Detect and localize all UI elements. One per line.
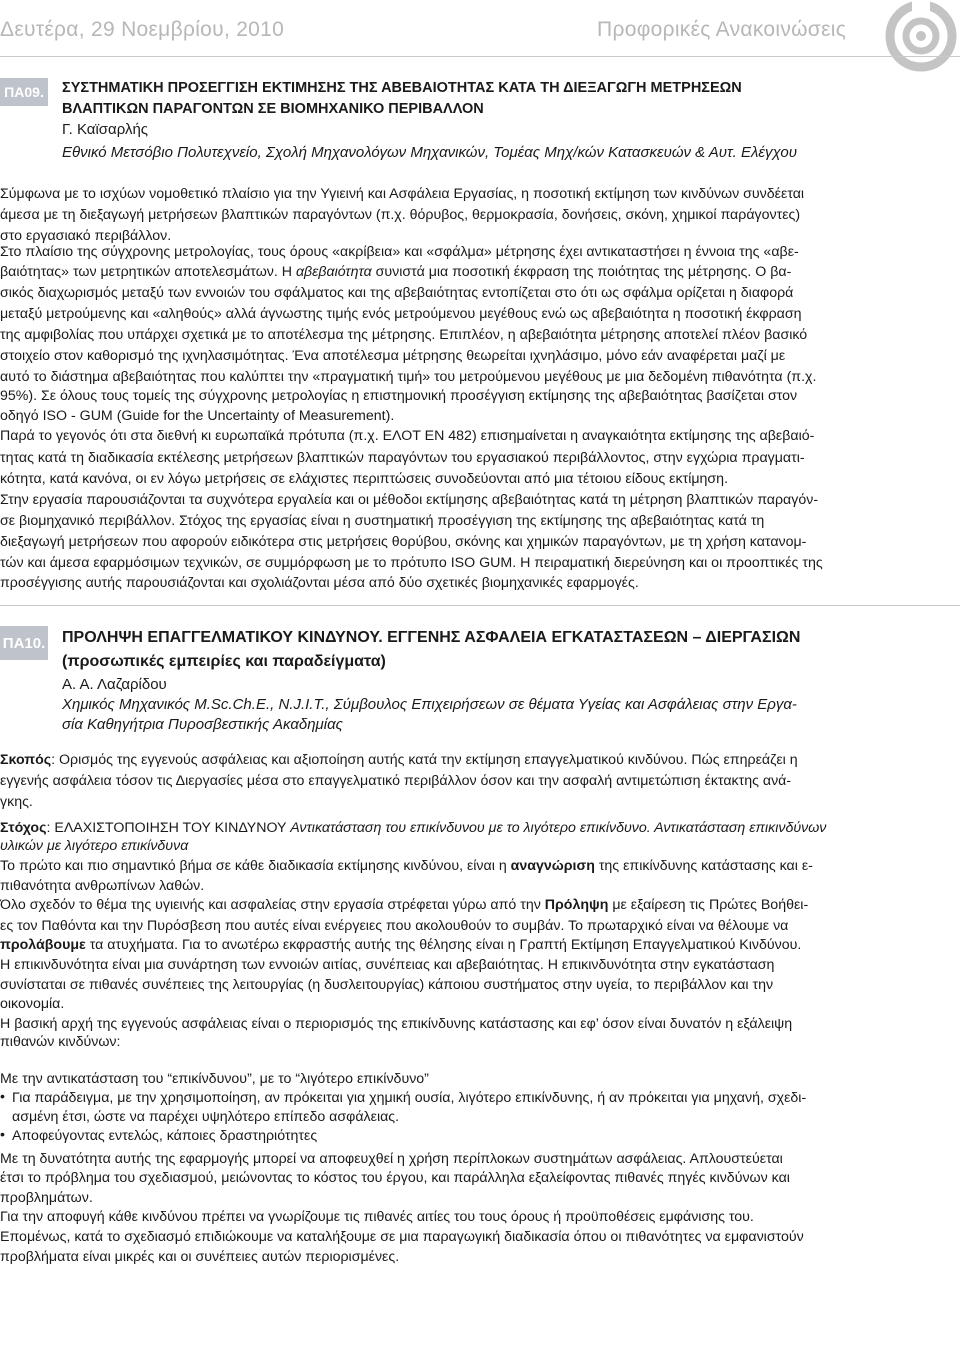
pa09-body-line: αυτό το διάστημα αβεβαιότητας που καλύπτει την «πραγματική τιμή» του μετρούμενου μεγέθους με μια δεδομένη πιθανότητα (π.χ. (0, 369, 817, 385)
pa10-title-line2: (προσωπικές εμπειρίες και παραδείγματα) (62, 653, 386, 670)
pa10-body-line: προβλήματα είναι μικρές και οι συνέπειες αυτών περιορισμένες. (0, 1249, 400, 1265)
pa10-body-line: πιθανότητα ανθρωπίνων λαθών. (0, 878, 205, 894)
pa10-bullet-line: Για παράδειγμα, με την χρησιμοποίηση, αν πρόκειται για χημική ουσία, λιγότερο επικίνδυνης, ή αν πρόκειται για μηχανή, σχεδι- (12, 1090, 807, 1106)
pa09-body-line: 95%). Σε όλους τους τομείς της σύγχρονης μετρολογίας η επιστημονική προσέγγιση εκτίμησης της αβεβαιότητας βασίζεται στον (0, 388, 798, 404)
abstract-code-pa10: ΠΑ10. (0, 626, 48, 660)
pa10-author: Α. Α. Λαζαρίδου (62, 676, 167, 693)
pa10-body-line: υλικών με λιγότερο επικίνδυνα (0, 838, 189, 854)
pa10-body-line: Η βασική αρχή της εγγενούς ασφάλειας είναι ο περιορισμός της επικίνδυνης κατάστασης και εφ’ όσον είναι δυνατόν η εξάλειψη (0, 1016, 793, 1032)
pa10-body-line (0, 820, 826, 837)
pa09-body-line: τών και άμεσα εφαρμόσιμων τεχνικών, σε συμμόρφωση με το πρότυπο ISO GUM. Η πειραματική διερεύνηση και οι προοπτικές της (0, 555, 823, 571)
stoxos-text: : ΕΛΑΧΙΣΤΟΠΟΙΗΣΗ ΤΟΥ ΚΙΝΔΥΝΟΥ (46, 820, 291, 836)
skopos-text: : Ορισμός της εγγενούς ασφάλειας και αξιοποίηση αυτής κατά την εκτίμηση επαγγελματικού κινδύνου. Πώς επηρεάζει η (51, 752, 798, 768)
pa09-affiliation: Εθνικό Μετσόβιο Πολυτεχνείο, Σχολή Μηχανολόγων Μηχανικών, Τομέας Μηχ/κών Κατασκευών & Αυτ. Ελέγχου (62, 144, 797, 161)
abstract-code-pa09: ΠΑ09. (0, 78, 48, 106)
pa09-title-line2: ΒΛΑΠΤΙΚΩΝ ΠΑΡΑΓΟΝΤΩΝ ΣΕ ΒΙΟΜΗΧΑΝΙΚΟ ΠΕΡΙΒΑΛΛΟΝ (62, 101, 484, 117)
pa09-emphasis: αβεβαιότητα (295, 264, 372, 280)
p2-text: Όλο σχεδόν το θέμα της υγιεινής και ασφαλείας στην εργασία στρέφεται γύρω από την (0, 897, 545, 913)
pa10-body-line (0, 897, 808, 914)
header-section: Προφορικές Ανακοινώσεις (597, 18, 847, 41)
bullet-marker: • (0, 1127, 5, 1143)
pa09-body-line: προσέγγισης αυτής παρουσιάζονται και σχολιάζονται μέσα από δύο σχετικές βιομηχανικές εφαρμογές. (0, 575, 639, 591)
p1-text-end: της επικίνδυνης κατάστασης και ε- (594, 858, 813, 874)
pa10-body-line (0, 752, 798, 769)
pa10-body-line: Με τη δυνατότητα αυτής της εφαρμογής μπορεί να αποφευχθεί η χρήση περίπλοκων συστημάτων ασφάλειας. Απλουστεύεται (0, 1151, 783, 1167)
pa09-body-line: της αμφιβολίας που υπάρχει σχετικά με το αποτέλεσμα της μέτρησης. Επιπλέον, η αβεβαιότητα μέτρησης αποτελεί πλέον βασικό (0, 327, 808, 343)
p2-text-end: με εξαίρεση τις Πρώτες Βοήθει- (608, 897, 809, 913)
p1-text: Το πρώτο και πιο σημαντικό βήμα σε κάθε διαδικασία εκτίμησης κινδύνου, είναι η (0, 858, 511, 874)
pa09-body-line: σικός διαχωρισμός μεταξύ των εννοιών του σφάλματος και της αβεβαιότητας εντοπίζεται στο ότι ως σφάλμα ορίζεται η διαφορά (0, 285, 794, 301)
pa10-affiliation-line1: Χημικός Μηχανικός M.Sc.Ch.E., N.J.I.T., Σύμβουλος Επιχειρήσεων σε θέματα Υγείας και Ασφάλειας στην Εργα- (62, 696, 797, 713)
pa09-line-start: βαιότητας» των μετρητικών αποτελεσμάτων. Η (0, 264, 296, 280)
pa10-body-line: πιθανών κινδύνων: (0, 1034, 121, 1050)
pa09-body-line: στο εργασιακό περιβάλλον. (0, 228, 172, 244)
pa09-body-line: σε βιομηχανικό περιβάλλον. Στόχος της εργασίας είναι η συστηματική προσέγγιση της εκτίμησης της αβεβαιότητας κατά τη (0, 513, 765, 529)
header-date: Δευτέρα, 29 Νοεμβρίου, 2010 (0, 18, 285, 41)
pa09-body-line: μεταξύ μετρούμενης και «αληθούς» αλλά άγνωστης τιμής ενός μετρούμενου μεγέθους ενώ ως αβεβαιότητα η ποσοτική έκφραση (0, 306, 802, 322)
pa09-body-line: Παρά το γεγονός ότι στα διεθνή κι ευρωπαϊκά πρότυπα (π.χ. ΕΛΟΤ ΕΝ 482) επισημαίνεται η αναγκαιότητα εκτίμησης της αβεβαιό- (0, 428, 815, 444)
pa09-author: Γ. Καϊσαρλής (62, 121, 149, 138)
pa09-body-line: Στο πλαίσιο της σύγχρονης μετρολογίας, τους όρους «ακρίβεια» και «σφάλμα» μέτρησης έχει αντικαταστήσει η έννοια της «αβε- (0, 244, 799, 260)
pa09-body-line: οδηγό ISO - GUM (Guide for the Uncertainty of Measurement). (0, 408, 395, 424)
section-rule (0, 605, 960, 606)
pa10-bullet-line: ασμένη έτσι, ώστε να παρέχει υψηλότερο επίπεδο ασφάλειας. (12, 1109, 400, 1125)
p1-bold: αναγνώριση (510, 858, 595, 874)
pa10-body-line: ες τον Παθόντα και την Πυρόσβεση που αυτές είναι ενέργειες που ακολουθούν το συμβάν. Το πρωταρχικό είναι να θέλουμε να (0, 918, 789, 934)
pa10-body-line: Με την αντικατάσταση του “επικίνδυνου”, με το “λιγότερο επικίνδυνο” (0, 1071, 429, 1087)
header-rule (0, 56, 960, 57)
pa09-body-line: τητας κατά τη διαδικασία εκτέλεσης μετρήσεων βλαπτικών παραγόντων του εργασιακού περιβάλλοντος, στην εγχώρια πραγματι- (0, 450, 805, 466)
pa10-body-line: εγγενής ασφάλεια τόσον τις Διεργασίες μέσα στο επαγγελματικό περιβάλλον όσον και την ασφαλή αντιμετώπιση έκτακτης ανά- (0, 773, 792, 789)
pa10-body-line (0, 937, 801, 954)
pa10-body-line: έτσι το πρόβλημα του σχεδιασμού, μειώνοντας το κόστος του έργου, και παράλληλα εξαλείφοντας πιθανές πηγές κινδύνων και (0, 1170, 790, 1186)
p2-text-2: τα ατυχήματα. Για το ανωτέρω εκφραστής αυτής της θέλησης είναι η Γραπτή Εκτίμηση Επαγγελματικού Κινδύνου. (85, 937, 802, 953)
pa10-body-line: προβλημάτων. (0, 1190, 93, 1206)
pa10-body-line: Για την αποφυγή κάθε κινδύνου πρέπει να γνωρίζουμε τις πιθανές αιτίες του τους όρους ή προϋποθέσεις εμφάνισης του. (0, 1209, 754, 1225)
pa10-body-line: Η επικινδυνότητα είναι μια συνάρτηση των εννοιών αιτίας, συνέπειας και αβεβαιότητας. Η επικινδυνότητα στην εγκατάσταση (0, 957, 775, 973)
pa09-body-line: άμεσα με τη διεξαγωγή μετρήσεων βλαπτικών παραγόντων (π.χ. θόρυβος, θερμοκρασία, δονήσεις, σκόνη, χημικοί παράγοντες) (0, 207, 801, 223)
p2-bold: Πρόληψη (544, 897, 609, 913)
pa09-body-line: κότητα, κατά κανόνα, οι εν λόγω μετρήσεις σε ελάχιστες περιπτώσεις συνοδεύονται από μια τέτοιου είδους εκτίμηση. (0, 471, 729, 487)
pa10-body-line: συνίσταται σε πιθανές συνέπειες της λειτουργίας (η δυσλειτουργίας) κάποιου συστήματος στην υγεία, το περιβάλλον και την (0, 977, 774, 993)
pa10-body-line (0, 858, 813, 875)
pa10-bullet-line: Αποφεύγοντας εντελώς, κάποιες δραστηριότητες (12, 1128, 318, 1144)
stoxos-italic: Αντικατάσταση του επικίνδυνου με το λιγότερο επικίνδυνο. Αντικατάσταση επικινδύνων (290, 820, 827, 836)
pa09-title-line1: ΣΥΣΤΗΜΑΤΙΚΗ ΠΡΟΣΕΓΓΙΣΗ ΕΚΤΙΜΗΣΗΣ ΤΗΣ ΑΒΕΒΑΙΟΤΗΤΑΣ ΚΑΤΑ ΤΗ ΔΙΕΞΑΓΩΓΗ ΜΕΤΡΗΣΕΩΝ (62, 80, 742, 96)
pa10-title-line1: ΠΡΟΛΗΨΗ ΕΠΑΓΓΕΛΜΑΤΙΚΟΥ ΚΙΝΔΥΝΟΥ. ΕΓΓΕΝΗΣ ΑΣΦΑΛΕΙΑ ΕΓΚΑΤΑΣΤΑΣΕΩΝ – ΔΙΕΡΓΑΣΙΩΝ (62, 629, 801, 646)
pa09-body-line: Σύμφωνα με το ισχύων νομοθετικό πλαίσιο για την Υγιεινή και Ασφάλεια Εργασίας, η ποσοτική εκτίμηση των κινδύνων συνδέεται (0, 186, 805, 202)
skopos-label: Σκοπός (0, 752, 52, 768)
pa10-body-line: οικονομία. (0, 996, 65, 1012)
pa10-body-line: γκης. (0, 794, 33, 810)
pa09-body-line: Στην εργασία παρουσιάζονται τα συχνότερα εργαλεία και οι μέθοδοι εκτίμησης αβεβαιότητας κατά τη μέτρηση βλαπτικών παραγόν- (0, 492, 819, 508)
pa09-body-line (0, 264, 791, 281)
pa10-body-line: Επομένως, κατά το σχεδιασμό επιδιώκουμε να καταλήξουμε σε μια παραγωγική διαδικασία όπου οι πιθανότητες να εμφανιστούν (0, 1229, 804, 1245)
bullet-marker: • (0, 1089, 5, 1105)
p2-bold-2: προλάβουμε (0, 937, 86, 953)
stoxos-label: Στόχος (0, 820, 47, 836)
pa09-body-line: διεξαγωγή μετρήσεων που αφορούν ειδικότερα στις μετρήσεις θορύβου, σκόνης και χημικών παραγόντων, με τη χρήση κατανομ- (0, 534, 807, 550)
pa09-body-line: στοιχείο στον καθορισμό της ιχνηλασιμότητας. Ένα αποτέλεσμα μέτρησης θεωρείται ιχνηλάσιμο, μόνο εάν αναφέρεται μαζί με (0, 348, 786, 364)
publication-logo (876, 0, 960, 74)
pa10-affiliation-line2: σία Καθηγήτρια Πυροσβεστικής Ακαδημίας (62, 716, 343, 733)
pa09-line-rest: συνιστά μια ποσοτική έκφραση της ποιότητας της μέτρησης. Ο βα- (371, 264, 792, 280)
